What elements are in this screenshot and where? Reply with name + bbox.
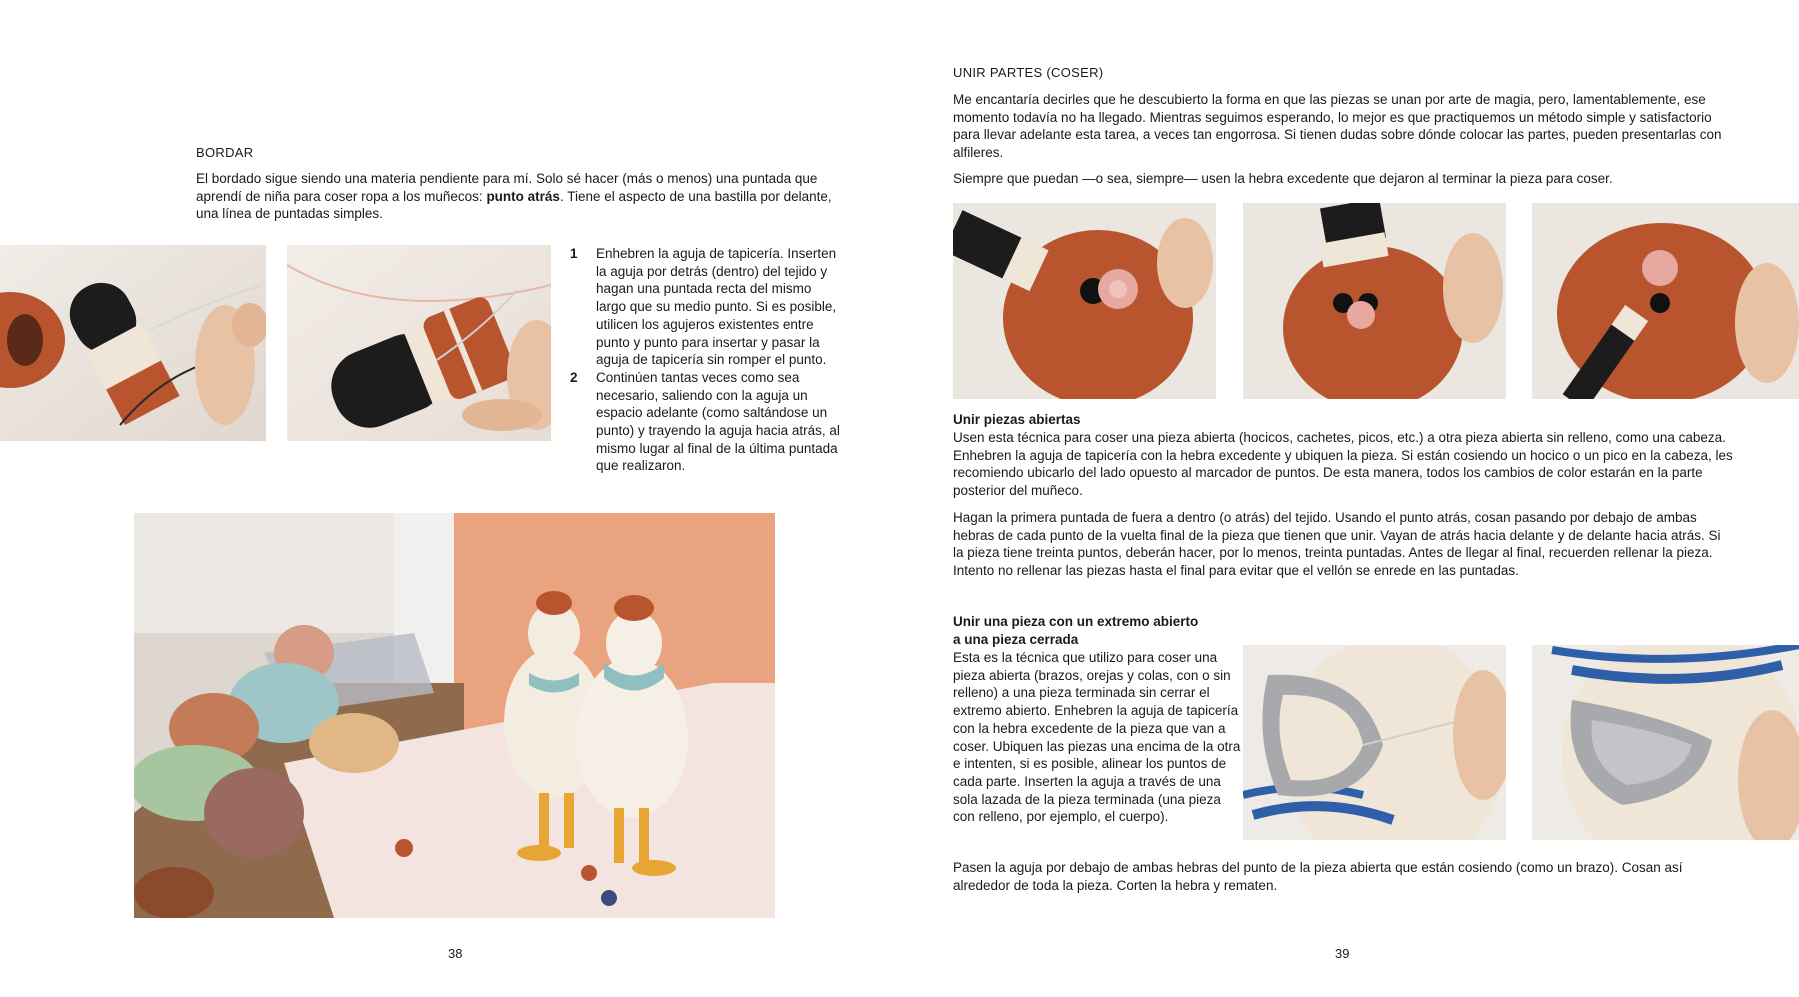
step-1	[570, 245, 840, 369]
closed-piece-title	[953, 613, 1243, 648]
embroidery-photo-1	[0, 245, 266, 441]
open-pieces-p1: Usen esta técnica para coser una pieza abierta (hocicos, cachetes, picos, etc.) a otra pieza abierta sin relleno, como una cabeza. Enhebren la aguja de tapicería con la hebra excedente y ubiquen la pieza. Si están cosiendo un hocico o un pico en la cabeza, les recomiendo ubicarlo del lado opuesto al marcador de puntos. De esta manera, todos los cambios de color estarán en la parte posterior del muñeco.	[953, 430, 1733, 499]
open-pieces-p2: Hagan la primera puntada de fuera a dentro (o atrás) del tejido. Usando el punto atrás, cosan pasando por debajo de ambas hebras de cada punto de la vuelta final de la pieza que tienen que unir. Vayan de atrás hacia delante y de delante hacia atrás. Si la pieza tiene treinta puntos, deberán hacer, por lo menos, treinta puntadas. Antes de llegar al final, recuerden rellenar la pieza. Intento no rellenar las piezas hasta el final para evitar que el vellón se enrede en las puntadas.	[953, 510, 1721, 579]
sewing-photo-5	[1532, 645, 1799, 840]
page-number-right: 39	[1335, 946, 1350, 961]
intro-bold-term: punto atrás	[486, 188, 560, 204]
unir-intro: Me encantaría decirles que he descubierto la forma en que las piezas se unan por arte de magia, pero, lamentablemente, ese momento todavía no ha llegado. Mientras seguimos esperando, lo mejor es que practiquemos un método simple y satisfactorio para llevar adelante esta tarea, a veces tan engorrosa. Si tienen dudas sobre dónde colocar las partes, pueden presentarlas con alfileres.	[953, 92, 1722, 161]
closed-title-line-1: Unir una pieza con un extremo abierto	[953, 614, 1199, 629]
sewing-photo-1	[953, 203, 1216, 399]
step-number: 2	[570, 369, 578, 385]
embroidery-photo-2	[287, 245, 551, 441]
step-number: 1	[570, 246, 578, 261]
sewing-photo-4	[1243, 645, 1506, 840]
step-text: Continúen tantas veces como sea necesario, saliendo con la aguja un espacio adelante (como saltándose un punto) y trayendo la aguja hacia atrás, al mismo lugar al final de la última puntada que realizaron.	[596, 369, 840, 474]
closed-title-line-2: a una pieza cerrada	[953, 631, 1079, 647]
steps-list	[570, 245, 840, 475]
page-number-left: 38	[448, 946, 463, 961]
sewing-photo-3	[1532, 203, 1799, 399]
sewing-photo-2	[1243, 203, 1506, 399]
bordar-intro	[196, 170, 856, 223]
step-text: Enhebren la aguja de tapicería. Inserten la aguja por detrás (dentro) del tejido y hagan una puntada recta del mismo largo que su medio punto. Si es posible, utilicen los agujeros existentes entre punto y punto para insertar y pasar la aguja de tapicería sin romper el punto.	[596, 246, 837, 368]
intro-text-end: . Tiene el aspecto de una bastilla por delante, una línea de puntadas simples.	[196, 188, 832, 222]
unir-note: Siempre que puedan —o sea, siempre— usen la hebra excedente que dejaron al terminar la pieza para coser.	[953, 171, 1613, 186]
amigurumi-scene-photo	[134, 513, 775, 918]
closed-piece-p1: Esta es la técnica que utilizo para coser una pieza abierta (brazos, orejas y colas, con o sin relleno) a una pieza terminada sin cerrar el extremo abierto. Enhebren la aguja de tapicería con la hebra excedente de la pieza que van a coser. Ubiquen las piezas una encima de la otra e intenten, si es posible, alinear los puntos de cada parte. Inserten la aguja a través de una sola lazada de la pieza terminada (una pieza con relleno, por ejemplo, el cuerpo).	[953, 650, 1241, 825]
bordar-heading: BORDAR	[196, 145, 254, 160]
final-paragraph: Pasen la aguja por debajo de ambas hebras del punto de la pieza abierta que están cosiendo (como un brazo). Cosan así alrededor de toda la pieza. Corten la hebra y rematen.	[953, 860, 1683, 893]
step-2	[570, 369, 840, 475]
intro-text-start: El bordado sigue siendo una materia pendiente para mí. Solo sé hacer (más o menos) una puntada que aprendí de niña para coser ropa a los muñecos:	[196, 171, 818, 204]
open-pieces-title: Unir piezas abiertas	[953, 412, 1081, 427]
unir-heading: UNIR PARTES (COSER)	[953, 65, 1104, 80]
